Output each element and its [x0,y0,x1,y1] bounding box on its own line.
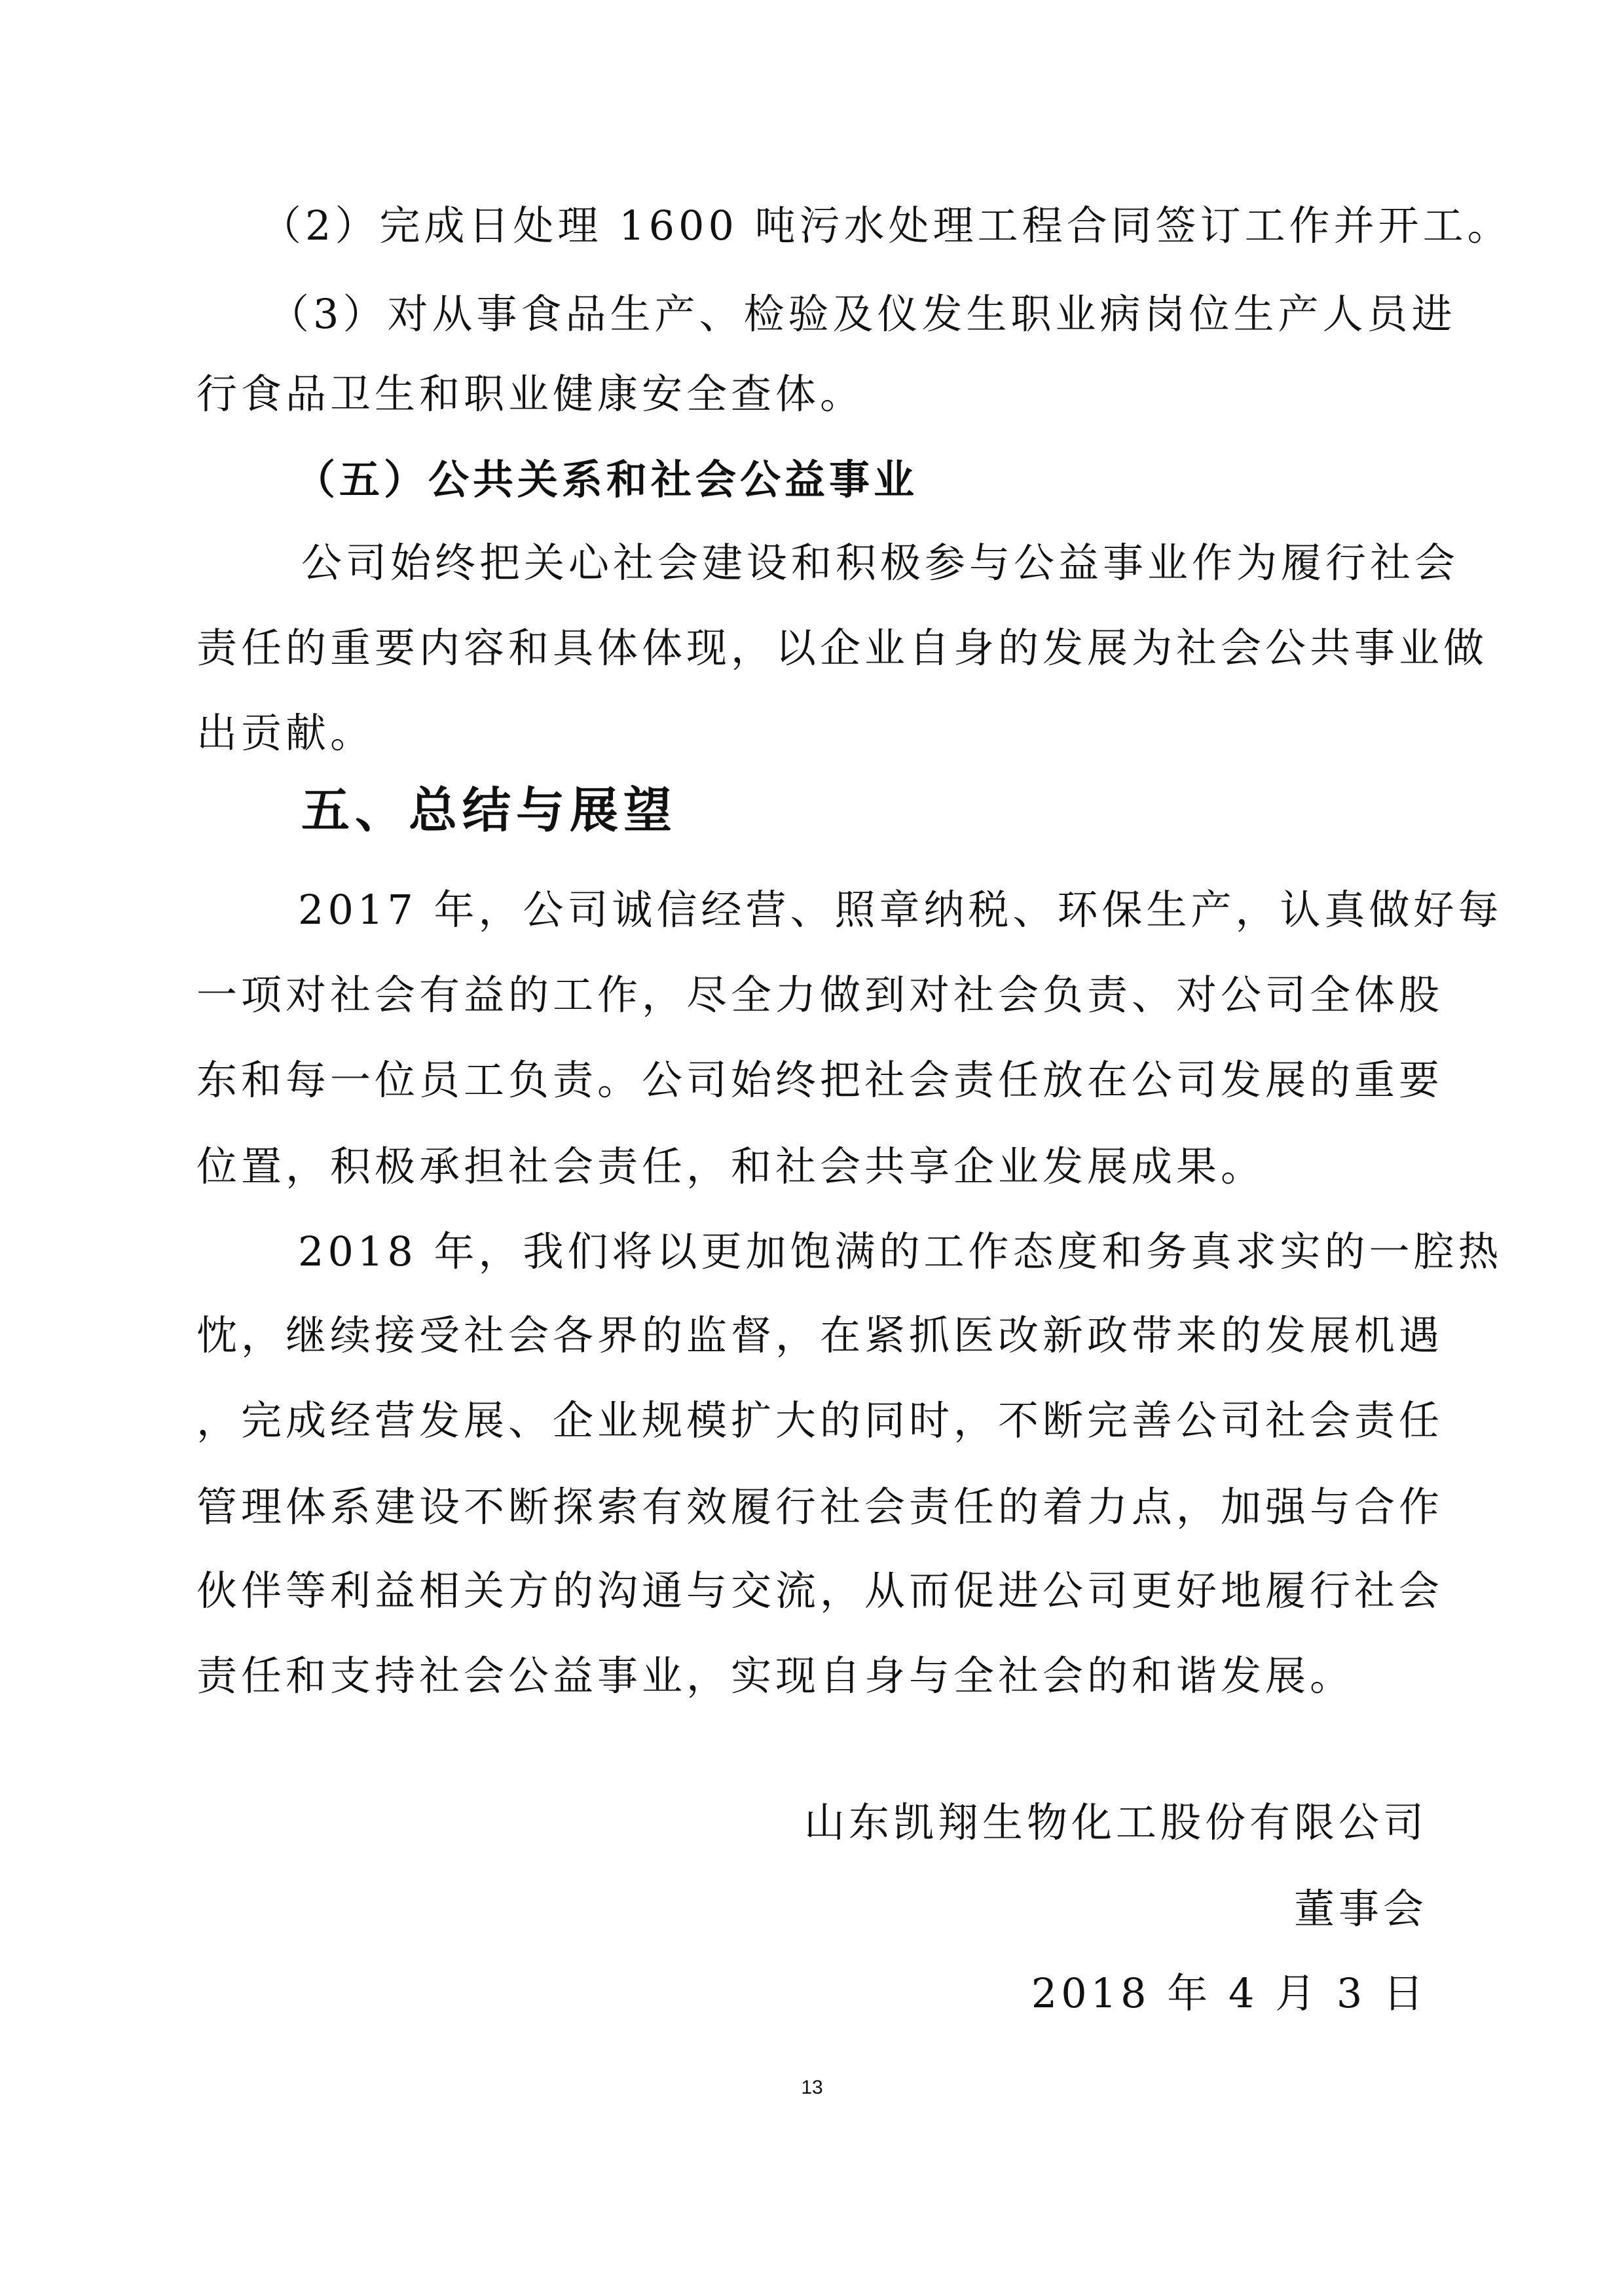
section-paragraph-line-1: 公司始终把关心社会建设和积极参与公益事业作为履行社会 [301,539,1460,587]
signature-date: 2018 年 4 月 3 日 [1031,1969,1428,2017]
paragraph-2017-line-1: 2017 年，公司诚信经营、照章纳税、环保生产，认真做好每 [298,886,1503,934]
item-3-line-1: （3）对从事食品生产、检验及仪发生职业病岗位生产人员进 [268,290,1456,338]
paragraph-2018-line-4: 管理体系建设不断探索有效履行社会责任的着力点，加强与合作 [196,1483,1444,1531]
item-2: （2）完成日处理 1600 吨污水处理工程合同签订工作并开工。 [261,202,1512,249]
section-paragraph-line-3: 出贡献。 [196,709,375,757]
page-number: 13 [801,2077,823,2098]
paragraph-2018-line-1: 2018 年，我们将以更加饱满的工作态度和务真求实的一腔热 [298,1228,1503,1275]
section-heading: （五）公共关系和社会公益事业 [295,456,919,503]
section-paragraph-line-2: 责任的重要内容和具体体现，以企业自身的发展为社会公共事业做 [196,624,1488,672]
paragraph-2018-line-6: 责任和支持社会公益事业，实现自身与全社会的和谐发展。 [196,1652,1355,1700]
chapter-heading: 五、总结与展望 [301,782,677,839]
paragraph-2018-line-5: 伙伴等利益相关方的沟通与交流，从而促进公司更好地履行社会 [196,1567,1444,1614]
item-3-line-2: 行食品卫生和职业健康安全查体。 [196,370,865,418]
paragraph-2017-line-4: 位置，积极承担社会责任，和社会共享企业发展成果。 [196,1142,1266,1190]
paragraph-2018-line-3: ，完成经营发展、企业规模扩大的同时，不断完善公司社会责任 [196,1396,1444,1444]
paragraph-2017-line-2: 一项对社会有益的工作，尽全力做到对社会负责、对公司全体股 [196,971,1444,1019]
paragraph-2018-line-2: 忱，继续接受社会各界的监督，在紧抓医改新政带来的发展机遇 [196,1311,1444,1359]
signature-company: 山东凯翔生物化工股份有限公司 [803,1798,1428,1846]
signature-board: 董事会 [1293,1885,1428,1933]
paragraph-2017-line-3: 东和每一位员工负责。公司始终把社会责任放在公司发展的重要 [196,1056,1444,1104]
